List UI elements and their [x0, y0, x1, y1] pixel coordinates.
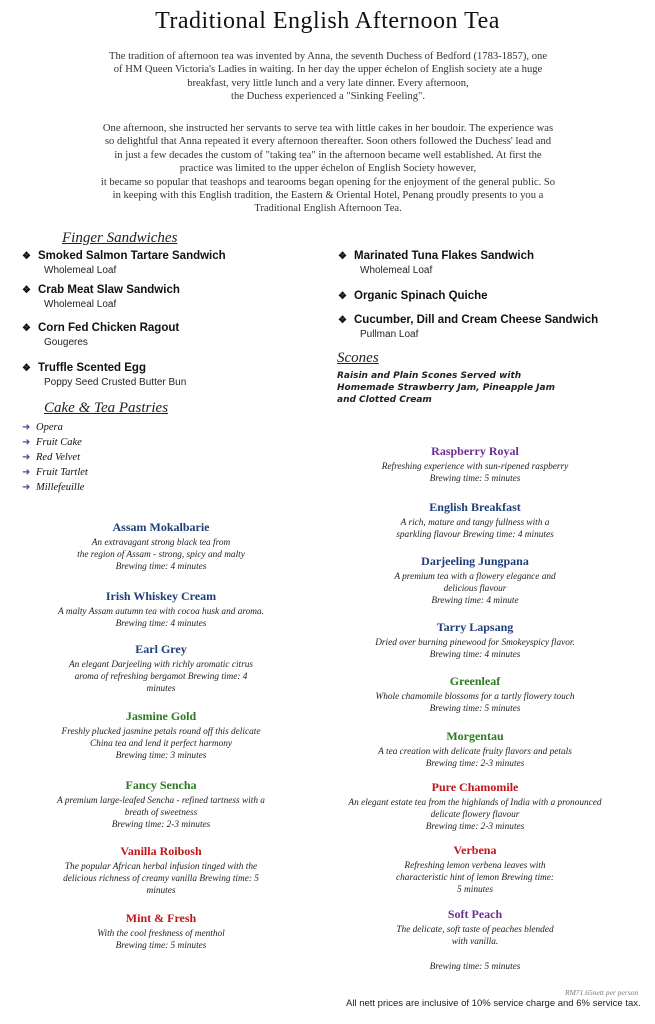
menu-item-label: Organic Spinach Quiche — [354, 290, 488, 302]
tea-name: English Breakfast — [429, 500, 521, 514]
tea-description-line: Brewing time: 4 minutes — [429, 650, 521, 661]
tea-item — [30, 520, 292, 574]
menu-item-sub: Pullman Loaf — [360, 329, 419, 340]
menu-item — [22, 362, 186, 388]
intro-line: in just a few decades the custom of "taking tea" in the afternoon became well established. At first the — [114, 149, 542, 161]
tea-description-line: Refreshing experience with sun-ripened raspberry — [381, 462, 569, 472]
intro-line: it became so popular that teashops and tearooms began opening for the enjoyment of the general public. So — [100, 176, 556, 188]
pastry-label: Millefeuille — [36, 482, 85, 493]
menu-item-sub: Wholemeal Loaf — [44, 299, 117, 310]
tea-name: Raspberry Royal — [431, 444, 519, 458]
intro-line: Traditional English Afternoon Tea. — [254, 203, 402, 215]
tea-description — [322, 797, 628, 834]
tea-description — [30, 537, 292, 574]
tea-description — [322, 924, 628, 973]
tea-description-line: An elegant Darjeeling with richly aromatic citrus — [68, 660, 254, 670]
menu-item-label: Smoked Salmon Tartare Sandwich — [38, 250, 226, 262]
tea-description — [322, 860, 628, 897]
tea-item — [322, 843, 628, 897]
tea-description-line: minutes — [146, 684, 176, 695]
tea-description-line: Brewing time: 5 minutes — [429, 474, 521, 485]
diamond-bullet-icon: ❖ — [338, 315, 347, 326]
tea-description-line: delicious richness of creamy vanilla Brewing time: 5 — [63, 874, 259, 885]
tea-description-line: With the cool freshness of menthol — [97, 929, 225, 939]
tea-description-line: Dried over burning pinewood for Smokeyspicy flavor. — [375, 638, 575, 648]
tea-name: Vanilla Roibosh — [120, 844, 202, 858]
tea-description-line: A premium tea with a flowery elegance and — [394, 572, 556, 582]
intro-line: the Duchess experienced a "Sinking Feeling". — [231, 91, 425, 103]
intro-line: One afternoon, she instructed her servants to serve tea with little cakes in her boudoir. The experience was — [102, 123, 554, 134]
menu-item-name — [22, 322, 179, 334]
diamond-bullet-icon: ❖ — [22, 285, 31, 296]
tea-item — [322, 444, 628, 485]
pastry-label: Fruit Tartlet — [36, 467, 88, 478]
intro-paragraph-2 — [28, 122, 628, 216]
menu-item-sub: Wholemeal Loaf — [44, 265, 117, 276]
tea-name: Jasmine Gold — [125, 709, 197, 723]
arrow-bullet-icon: ➜ — [22, 437, 31, 448]
tea-description-line: Brewing time: 5 minutes — [115, 941, 207, 952]
tea-item — [322, 907, 628, 973]
tea-description-line: Freshly plucked jasmine petals round off this delicate — [61, 727, 261, 737]
menu-item-name — [338, 290, 488, 302]
tea-name: Morgentau — [446, 729, 504, 743]
intro-line: practice was limited to the upper échelon of English Society however, — [179, 163, 477, 175]
menu-item — [338, 314, 598, 340]
tea-description-line: Brewing time: 4 minutes — [115, 562, 207, 573]
tea-item — [30, 911, 292, 952]
tea-description-line: Brewing time: 2-3 minutes — [111, 820, 211, 831]
cake-pastries-title: Cake & Tea Pastries — [44, 400, 169, 416]
tea-description-line: Brewing time: 5 minutes — [429, 961, 521, 972]
tea-description — [30, 726, 292, 763]
tea-name: Earl Grey — [135, 642, 187, 656]
tea-description-line: delicate flowery flavour — [430, 810, 520, 821]
tea-description — [322, 691, 628, 715]
tea-item — [322, 780, 628, 834]
diamond-bullet-icon: ❖ — [22, 323, 31, 334]
tea-name: Darjeeling Jungpana — [421, 554, 529, 568]
tea-name: Irish Whiskey Cream — [105, 589, 217, 603]
tea-description-line: A rich, mature and tangy fullness with a — [400, 518, 550, 528]
menu-item-sub: Wholemeal Loaf — [360, 265, 433, 276]
menu-item-name — [338, 250, 534, 262]
scones-line: and Clotted Cream — [337, 395, 432, 405]
tea-description-line: delicious flavour — [443, 584, 507, 595]
pastry-item — [22, 467, 88, 478]
tea-description-line: China tea and lend it perfect harmony — [89, 739, 232, 750]
pastry-item — [22, 437, 82, 448]
finger-sandwiches-title: Finger Sandwiches — [62, 230, 178, 246]
tea-description-line: Whole chamomile blossoms for a tartly flowery touch — [375, 692, 575, 702]
page-title: Traditional English Afternoon Tea — [155, 8, 500, 34]
pastry-label: Red Velvet — [36, 452, 81, 463]
tea-item — [322, 554, 628, 608]
diamond-bullet-icon: ❖ — [22, 251, 31, 262]
tea-item — [30, 844, 292, 898]
tea-description-line: Refreshing lemon verbena leaves with — [404, 861, 546, 871]
menu-item-label: Crab Meat Slaw Sandwich — [38, 284, 180, 296]
menu-item-label: Corn Fed Chicken Ragout — [38, 322, 180, 334]
intro-line: so delightful that Anna repeated it every afternoon thereafter. Soon others followed the Duchess' lead and — [104, 136, 552, 148]
tea-description-line: Brewing time: 5 minutes — [429, 704, 521, 715]
tea-description — [30, 928, 292, 952]
menu-item-sub: Gougeres — [44, 337, 88, 348]
tea-description-line: breath of sweetness — [124, 808, 198, 819]
tea-description-line: Brewing time: 2-3 minutes — [425, 759, 525, 770]
tea-description — [30, 861, 292, 898]
tea-description-line: Brewing time: 3 minutes — [115, 751, 207, 762]
menu-item-name — [22, 362, 186, 374]
tea-name: Fancy Sencha — [125, 778, 197, 792]
tea-description-line: A malty Assam autumn tea with cocoa husk and aroma. — [58, 607, 264, 617]
intro-line: breakfast, very little lunch and a very late dinner. Every afternoon, — [187, 77, 469, 89]
menu-item-name — [338, 314, 598, 326]
menu-item-name — [22, 284, 180, 296]
tea-description-line: A tea creation with delicate fruity flavors and petals — [378, 747, 572, 757]
diamond-bullet-icon: ❖ — [22, 363, 31, 374]
tea-description-line: Brewing time: 2-3 minutes — [425, 822, 525, 833]
menu-item — [22, 322, 179, 348]
pastry-item — [22, 422, 63, 433]
scones-line: Homemade Strawberry Jam, Pineapple Jam — [337, 383, 555, 393]
tea-description-line — [322, 948, 628, 960]
tea-description — [322, 746, 628, 770]
tea-description-line: 5 minutes — [457, 885, 493, 896]
menu-item-label: Truffle Scented Egg — [38, 362, 146, 374]
tea-description — [322, 461, 628, 485]
scones-description — [337, 370, 555, 406]
arrow-bullet-icon: ➜ — [22, 452, 31, 463]
menu-item-label: Cucumber, Dill and Cream Cheese Sandwich — [354, 314, 599, 326]
price-note: RM71.65nett per person — [565, 988, 639, 997]
tea-description — [322, 517, 628, 541]
tea-description — [30, 606, 292, 630]
tea-description-line: The delicate, soft taste of peaches blended — [396, 925, 554, 935]
tea-name: Pure Chamomile — [431, 780, 519, 794]
tea-item — [322, 620, 628, 661]
intro-line: The tradition of afternoon tea was invented by Anna, the seventh Duchess of Bedford (1783-1857), one — [108, 51, 548, 62]
tea-name: Tarry Lapsang — [436, 620, 514, 634]
intro-line: in keeping with this English tradition, the Eastern & Oriental Hotel, Penang proudly presents to you a — [112, 190, 544, 202]
arrow-bullet-icon: ➜ — [22, 467, 31, 478]
tea-description — [322, 637, 628, 661]
scones-title: Scones — [337, 350, 379, 366]
tea-description-line: with vanilla. — [451, 937, 499, 948]
tea-description-line: A premium large-leafed Sencha - refined tartness with a — [57, 796, 265, 806]
menu-item — [338, 250, 534, 276]
menu-item-label: Marinated Tuna Flakes Sandwich — [354, 250, 534, 262]
menu-item-name — [22, 250, 226, 262]
tea-name: Mint & Fresh — [125, 911, 197, 925]
menu-item — [338, 290, 488, 302]
tea-item — [322, 729, 628, 770]
diamond-bullet-icon: ❖ — [338, 291, 347, 302]
arrow-bullet-icon: ➜ — [22, 482, 31, 493]
tea-description-line: characteristic hint of lemon Brewing time: — [396, 873, 554, 884]
menu-item — [22, 284, 180, 310]
menu-item — [22, 250, 226, 276]
tea-name: Verbena — [453, 843, 497, 857]
footer-tax-note: All nett prices are inclusive of 10% service charge and 6% service tax. — [346, 998, 641, 1009]
tea-description-line: Brewing time: 4 minutes — [115, 619, 207, 630]
pastry-label: Opera — [36, 422, 63, 433]
scones-line: Raisin and Plain Scones Served with — [337, 371, 522, 381]
pastry-label: Fruit Cake — [36, 437, 82, 448]
menu-item-sub: Poppy Seed Crusted Butter Bun — [44, 377, 187, 388]
pastry-item — [22, 482, 84, 493]
tea-item — [30, 778, 292, 832]
intro-paragraph-1 — [28, 50, 628, 104]
tea-description-line: the region of Assam - strong, spicy and malty — [77, 550, 245, 561]
tea-name: Soft Peach — [447, 907, 503, 921]
tea-description-line: An extravagant strong black tea from — [91, 538, 231, 548]
tea-item — [30, 709, 292, 763]
tea-name: Assam Mokalbarie — [112, 520, 210, 534]
tea-description-line: aroma of refreshing bergamot Brewing time: 4 — [74, 672, 248, 683]
tea-description — [30, 659, 292, 696]
pastry-item — [22, 452, 80, 463]
tea-description-line: minutes — [146, 886, 176, 897]
tea-item — [322, 674, 628, 715]
arrow-bullet-icon: ➜ — [22, 422, 31, 433]
tea-description-line: Brewing time: 4 minute — [431, 596, 519, 607]
intro-line: of HM Queen Victoria's Ladies in waiting. In her day the upper échelon of English society ate a huge — [113, 64, 543, 76]
tea-item — [322, 500, 628, 541]
tea-item — [30, 589, 292, 630]
tea-description — [322, 571, 628, 608]
tea-name: Greenleaf — [449, 674, 501, 688]
tea-item — [30, 642, 292, 696]
tea-description-line: An elegant estate tea from the highlands of India with a pronounced — [348, 798, 602, 808]
tea-description-line: The popular African herbal infusion tinged with the — [64, 862, 258, 872]
tea-description-line: sparkling flavour Brewing time: 4 minutes — [396, 530, 554, 541]
diamond-bullet-icon: ❖ — [338, 251, 347, 262]
tea-description — [30, 795, 292, 832]
